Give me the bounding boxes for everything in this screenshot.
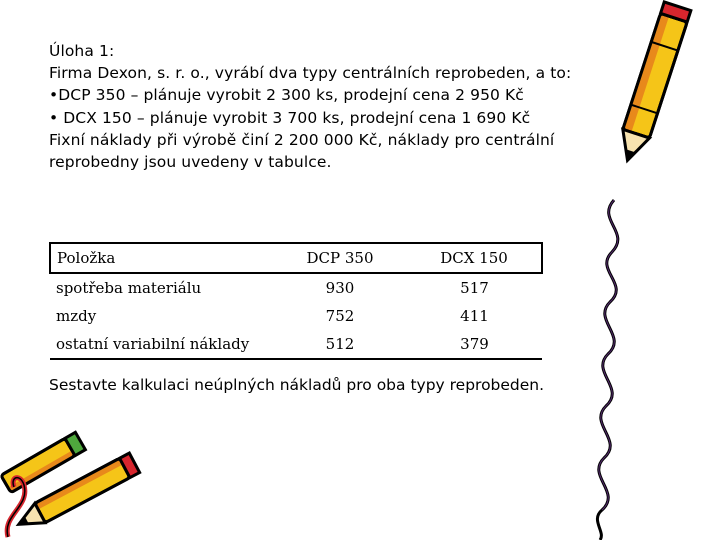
table-header-cell: DCP 350: [273, 243, 407, 273]
task-intro: Firma Dexon, s. r. o., vyrábí dva typy centrálních reprobeden, a to:: [49, 64, 572, 83]
fixed-costs-line-1: Fixní náklady při výrobě činí 2 200 000 Kč, náklady pro centrální: [49, 130, 555, 149]
table-cell: ostatní variabilní náklady: [50, 330, 273, 359]
fixed-costs-line-2: reprobedny jsou uvedeny v tabulce.: [49, 153, 332, 172]
table-header-cell: DCX 150: [407, 243, 542, 273]
table-row: [50, 330, 542, 359]
table-row: [50, 273, 542, 302]
closing-instruction: Sestavte kalkulaci neúplných nákladů pro oba typy reprobeden.: [49, 376, 545, 394]
task-text: [49, 40, 649, 173]
table-header-row: [50, 243, 542, 273]
task-heading: Úloha 1:: [49, 42, 115, 60]
table-cell: spotřeba materiálu: [56, 279, 202, 297]
table-header-cell: Položka: [50, 243, 273, 273]
table-cell: 930: [325, 279, 355, 297]
curl-line: [597, 200, 617, 540]
table-cell: 512: [273, 330, 407, 359]
cost-table: [49, 242, 543, 360]
table-row: [50, 302, 542, 330]
pencil-icon: [614, 2, 691, 165]
pencil-clipart-bottom-left: [0, 425, 150, 540]
table-cell: 379: [407, 330, 542, 359]
table-cell: mzdy: [56, 307, 97, 325]
table-cell: 752: [325, 307, 355, 325]
bullet-dcx150: • DCX 150 – plánuje vyrobit 3 700 ks, prodejní cena 1 690 Kč: [49, 108, 531, 127]
bullet-dcp350: •DCP 350 – plánuje vyrobit 2 300 ks, prodejní cena 2 950 Kč: [49, 86, 524, 105]
table-cell: 517: [460, 279, 489, 297]
table-cell: 411: [460, 307, 489, 325]
pencil-clipart-right: [586, 0, 720, 540]
